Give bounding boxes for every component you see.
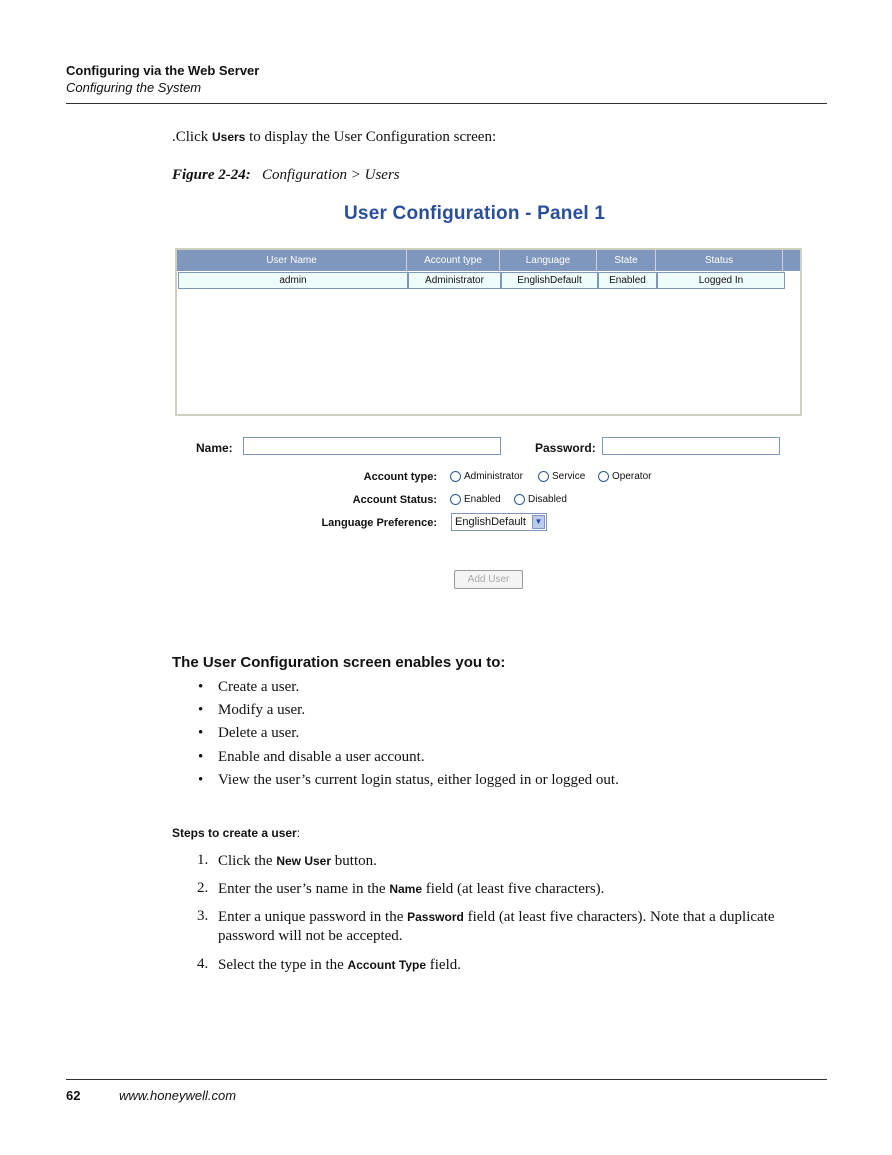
radio-label: Service — [552, 471, 586, 482]
step-keyword: New User — [276, 854, 332, 868]
account-status-radio-disabled[interactable] — [514, 494, 567, 505]
step-text: field (at least five characters). Note that a duplicate password will not be accepted. — [218, 909, 775, 944]
steps-heading-colon: : — [296, 826, 301, 840]
step-text: Click the — [218, 853, 277, 869]
step-item — [218, 880, 818, 899]
list-item: Create a user. — [218, 679, 300, 695]
step-number: 2. — [197, 880, 209, 896]
list-item: View the user’s current login status, either logged in or logged out. — [218, 772, 619, 788]
step-keyword: Password — [407, 910, 464, 924]
section-heading: The User Configuration screen enables you to: — [172, 654, 506, 671]
step-keyword: Account Type — [347, 958, 426, 972]
password-label: Password: — [535, 441, 596, 455]
account-type-radio-administrator[interactable] — [450, 471, 523, 482]
column-header-language[interactable]: Language — [500, 250, 597, 271]
footer-url: www.honeywell.com — [119, 1088, 237, 1103]
step-item — [218, 956, 818, 975]
page-number: 62 — [66, 1088, 81, 1103]
radio-icon — [598, 471, 609, 482]
name-input[interactable] — [243, 437, 501, 455]
language-preference-label: Language Preference: — [321, 517, 437, 529]
steps-heading — [172, 826, 300, 840]
column-header-account-type[interactable]: Account type — [407, 250, 500, 271]
password-input[interactable] — [602, 437, 780, 455]
language-select-value: EnglishDefault — [455, 516, 526, 528]
account-type-radio-operator[interactable] — [598, 471, 651, 482]
step-text: Enter a unique password in the — [218, 909, 408, 925]
step-item — [218, 852, 818, 871]
radio-icon — [538, 471, 549, 482]
bullet-glyph: • — [198, 702, 204, 718]
cell-user-name[interactable]: admin — [178, 272, 408, 289]
step-number: 1. — [197, 852, 209, 868]
intro-paragraph — [172, 129, 496, 146]
language-select[interactable] — [451, 513, 547, 531]
account-type-radio-service[interactable] — [538, 471, 585, 482]
column-header-user-name[interactable]: User Name — [177, 250, 407, 271]
running-header-title: Configuring via the Web Server — [66, 63, 260, 78]
step-text: Select the type in the — [218, 957, 348, 973]
running-header-subtitle: Configuring the System — [66, 80, 202, 95]
intro-suffix: to display the User Configuration screen: — [245, 129, 497, 145]
bullet-glyph: • — [198, 749, 204, 765]
bullet-glyph: • — [198, 725, 204, 741]
list-item: Enable and disable a user account. — [218, 749, 425, 765]
column-header-status[interactable]: Status — [656, 250, 783, 271]
cell-status[interactable]: Logged In — [657, 272, 785, 289]
account-status-label: Account Status: — [352, 494, 437, 506]
radio-label: Administrator — [464, 471, 523, 482]
radio-label: Disabled — [528, 494, 567, 505]
figure-number: Figure 2-24: — [172, 167, 251, 183]
radio-icon — [450, 494, 461, 505]
step-text: Enter the user’s name in the — [218, 881, 390, 897]
panel-title: User Configuration - Panel 1 — [344, 203, 606, 224]
figure-caption-text: Configuration > Users — [262, 167, 400, 183]
radio-icon — [514, 494, 525, 505]
intro-prefix: .Click — [172, 129, 212, 145]
bullet-glyph: • — [198, 679, 204, 695]
step-text: button. — [331, 853, 377, 869]
cell-language[interactable]: EnglishDefault — [501, 272, 598, 289]
add-user-button[interactable]: Add User — [454, 570, 523, 589]
intro-keyword: Users — [212, 130, 246, 144]
step-item — [218, 908, 818, 946]
list-item: Delete a user. — [218, 725, 300, 741]
account-type-label: Account type: — [363, 471, 437, 483]
column-header-state[interactable]: State — [597, 250, 656, 271]
steps-heading-text: Steps to create a user — [172, 826, 297, 840]
account-status-radio-enabled[interactable] — [450, 494, 501, 505]
step-text: field. — [426, 957, 461, 973]
radio-icon — [450, 471, 461, 482]
step-text: field (at least five characters). — [422, 881, 605, 897]
cell-account-type[interactable]: Administrator — [408, 272, 501, 289]
cell-state[interactable]: Enabled — [598, 272, 657, 289]
radio-label: Enabled — [464, 494, 501, 505]
radio-label: Operator — [612, 471, 652, 482]
users-table-header — [177, 250, 800, 271]
bullet-glyph: • — [198, 772, 204, 788]
step-keyword: Name — [389, 882, 423, 896]
step-number: 4. — [197, 956, 209, 972]
name-label: Name: — [196, 441, 233, 455]
list-item: Modify a user. — [218, 702, 306, 718]
footer-rule — [66, 1079, 827, 1080]
step-number: 3. — [197, 908, 209, 924]
figure-caption — [172, 167, 400, 184]
chevron-down-icon[interactable]: ▼ — [532, 515, 545, 529]
users-table — [175, 248, 802, 416]
header-rule — [66, 103, 827, 104]
